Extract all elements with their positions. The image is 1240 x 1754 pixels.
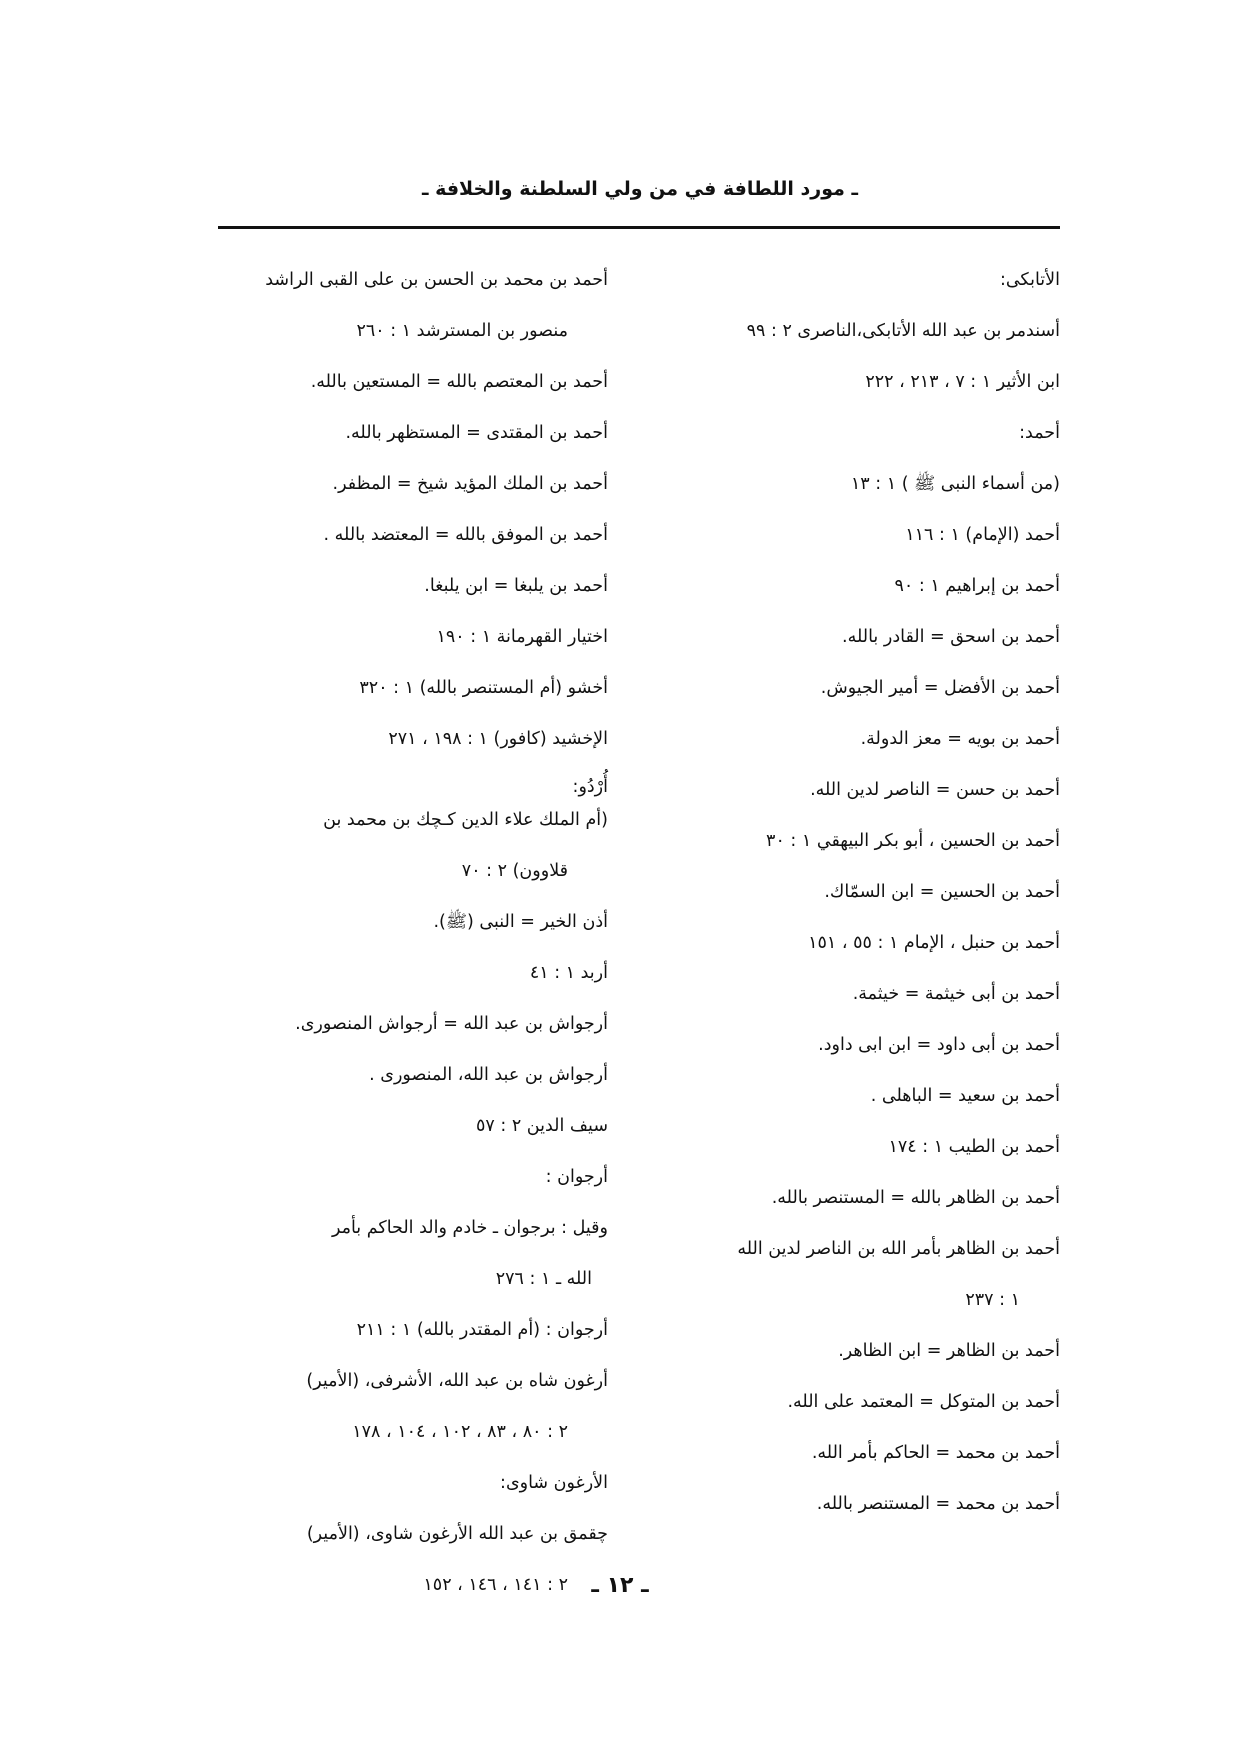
index-entry: وقيل : برجوان ـ خادم والد الحاكم بأمر [331, 1218, 608, 1238]
index-entry: الإخشيد (كافور) ١ : ١٩٨ ، ٢٧١ [388, 729, 608, 749]
index-entry: أحمد بن أبى داود = ابن ابى داود. [818, 1035, 1060, 1055]
header-rule [218, 226, 1060, 229]
index-entry: أحمد بن المعتصم بالله = المستعين بالله. [310, 372, 608, 392]
index-entry: أحمد بن أبى خيثمة = خيثمة. [852, 984, 1060, 1004]
index-entry: أرجواش بن عبد الله، المنصورى . [369, 1065, 608, 1085]
index-entry: أحمد بن الظاهر بأمر الله بن الناصر لدين الله [737, 1239, 1060, 1259]
index-entry: أرجوان : (أم المقتدر بالله) ١ : ٢١١ [356, 1320, 608, 1340]
index-entry-continuation: ٢ : ١٤١ ، ١٤٦ ، ١٥٢ [423, 1575, 568, 1595]
index-entry: أحمد بن الملك المؤيد شيخ = المظفر. [332, 474, 608, 494]
index-entry: أحمد بن حسن = الناصر لدين الله. [810, 780, 1060, 800]
index-entry: أحمد بن يلبغا = ابن يلبغا. [424, 576, 608, 596]
index-entry: أرجواش بن عبد الله = أرجواش المنصورى. [295, 1014, 608, 1034]
index-entry-continuation: الله ـ ١ : ٢٧٦ [495, 1269, 592, 1289]
index-entry: أحمد: [1019, 423, 1060, 443]
index-entry: اختيار القهرمانة ١ : ١٩٠ [436, 627, 608, 647]
index-entry: أحمد بن الظاهر بالله = المستنصر بالله. [771, 1188, 1060, 1208]
page-number: ـ ١٢ ـ [591, 1573, 649, 1598]
index-entry: أذن الخير = النبى (ﷺ). [433, 912, 608, 932]
index-entry-continuation: منصور بن المسترشد ١ : ٢٦٠ [356, 321, 568, 341]
index-entry: (من أسماء النبى ﷺ ) ١ : ١٣ [850, 474, 1060, 494]
index-entry-continuation: ٢ : ٨٠ ، ٨٣ ، ١٠٢ ، ١٠٤ ، ١٧٨ [352, 1422, 568, 1442]
index-entry: أحمد بن الحسين = ابن السمّاك. [824, 882, 1060, 902]
index-entry: أخشو (أم المستنصر بالله) ١ : ٣٢٠ [359, 678, 608, 698]
index-entry: أحمد بن إبراهيم ١ : ٩٠ [894, 576, 1060, 596]
index-entry: أحمد بن الأفضل = أمير الجيوش. [820, 678, 1060, 698]
index-entry-continuation: قلاوون) ٢ : ٧٠ [461, 861, 568, 881]
index-entry: الأتابكى: [999, 270, 1060, 290]
running-header: ـ مورد اللطافة في من ولي السلطنة والخلافة ـ [421, 178, 859, 200]
index-entry: أحمد بن حنبل ، الإمام ١ : ٥٥ ، ١٥١ [808, 933, 1060, 953]
index-entry: أحمد بن الظاهر = ابن الظاهر. [838, 1341, 1060, 1361]
index-entry: أحمد بن الحسين ، أبو بكر البيهقي ١ : ٣٠ [766, 831, 1060, 851]
index-entry: أسندمر بن عبد الله الأتابكى،الناصرى ٢ : ٩٩ [746, 321, 1060, 341]
index-entry: أحمد بن الطيب ١ : ١٧٤ [888, 1137, 1060, 1157]
index-entry-continuation: ١ : ٢٣٧ [965, 1290, 1020, 1310]
index-entry: أحمد بن محمد بن الحسن بن على القبى الراشد [265, 270, 608, 290]
index-entry: الأرغون شاوى: [500, 1473, 608, 1493]
index-entry: ابن الأثير ١ : ٧ ، ٢١٣ ، ٢٢٢ [865, 372, 1060, 392]
index-entry: أربد ١ : ٤١ [529, 963, 608, 983]
index-column-left [188, 268, 608, 1624]
index-entry: أحمد بن اسحق = القادر بالله. [842, 627, 1060, 647]
index-entry: (أم الملك علاء الدين كـچك بن محمد بن [323, 810, 608, 830]
index-entry: أحمد بن محمد = المستنصر بالله. [816, 1494, 1060, 1514]
index-entry: أحمد بن محمد = الحاكم بأمر الله. [811, 1443, 1060, 1463]
index-entry: أحمد بن الموفق بالله = المعتضد بالله . [323, 525, 608, 545]
index-entry: أرغون شاه بن عبد الله، الأشرفى، (الأمير) [306, 1371, 608, 1391]
index-entry: أحمد (الإمام) ١ : ١١٦ [905, 525, 1060, 545]
index-column-right [610, 268, 1060, 1543]
index-entry: أحمد بن المتوكل = المعتمد على الله. [787, 1392, 1060, 1412]
index-entry: أحمد بن سعيد = الباهلى . [870, 1086, 1060, 1106]
index-entry: أُرْدُو: [572, 777, 608, 797]
index-entry: أرجوان : [545, 1167, 608, 1187]
index-entry: سيف الدين ٢ : ٥٧ [475, 1116, 608, 1136]
index-entry: أحمد بن بويه = معز الدولة. [860, 729, 1060, 749]
index-entry: چقمق بن عبد الله الأرغون شاوى، (الأمير) [306, 1524, 608, 1544]
index-entry: أحمد بن المقتدى = المستظهر بالله. [345, 423, 608, 443]
